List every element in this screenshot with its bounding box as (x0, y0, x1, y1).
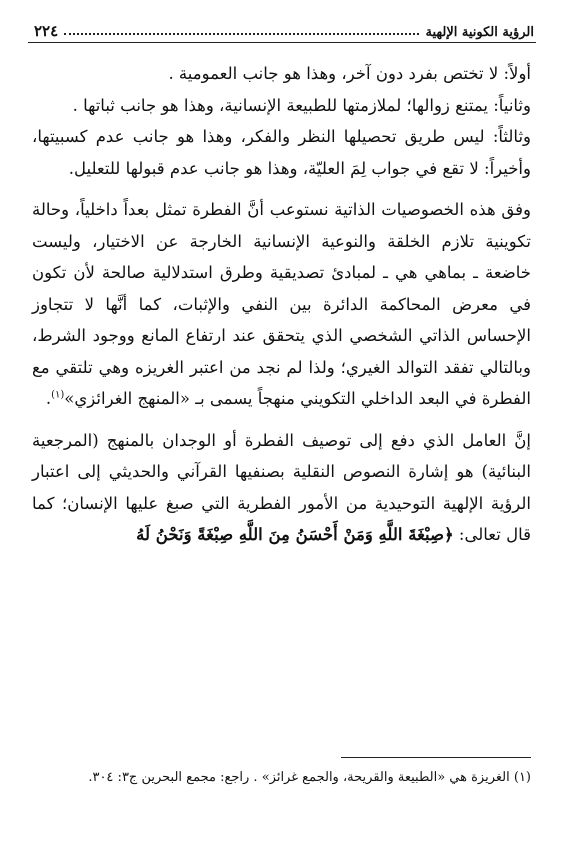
footnote: (١) الغريزة هي «الطبيعة والقريحة، والجمع غرائز» . راجع: مجمع البحرين ج٣: ٣٠٤. (88, 770, 531, 785)
paragraph-method-text: إنَّ العامل الذي دفع إلى توصيف الفطرة أو الوجدان بالمنهج (المرجعية البنائية) هو إشارة النصوص النقلية بصنفيها القرآني والحديثي إلى اعتبار الرؤية الإلهية التوحيدية من الأمور الفطرية التي صبغ عليها الإنسان؛ كما قال تعالى: (32, 430, 531, 544)
paragraph-fitra-characteristics (32, 194, 531, 415)
header-title: الرؤية الكونية الإلهية (425, 25, 534, 40)
body-text (32, 58, 531, 561)
page-number: ٢٢٤ (34, 22, 59, 40)
footnote-reference: (١) (51, 389, 65, 401)
paragraph-third: وثالثاً: ليس طريق تحصيلها النظر والفكر، وهذا هو جانب عدم كسبيتها، وأخيراً: لا تقع في جواب لِمَ العليّة، وهذا هو جانب عدم قبولها للتعليل. (32, 127, 531, 178)
paragraph-second: وثانياً: يمتنع زوالها؛ لملازمتها للطبيعة الإنسانية، وهذا هو جانب ثباتها . (72, 95, 531, 115)
paragraph-fitra-end: . (45, 389, 52, 408)
paragraph-method (32, 425, 531, 551)
paragraph-fitra-text: وفق هذه الخصوصيات الذاتية نستوعب أنَّ الفطرة تمثل بعداً داخلياً، وحالة تكوينية تلازم الخلقة والنوعية الإنسانية الخارجة عن الاختيار، وليست خاضعة ـ بماهي هي ـ لمبادئ تصديقية وطرق استدلالية صالحة لأن تكون في معرض المحاكمة الدائرة بين النفي والإثبات، كما أنَّها لا تتجاوز الإحساس الذاتي الشخصي الذي يتحقق عند ارتفاع المانع ووجود الشرط، وبالتالي تفقد التوالد الغيري؛ ولذا لم نجد من اعتبر الغريزه وهي تلتقي مع الفطرة في البعد الداخلي التكويني منهجاً يسمى بـ «المنهج الغرائزي» (32, 200, 531, 408)
footnote-separator (341, 757, 531, 758)
running-header (28, 14, 536, 40)
header-dot-leader (64, 33, 419, 35)
quran-verse: ﴿صِبْغَةَ اللَّهِ وَمَنْ أَحْسَنُ مِنَ اللَّهِ صِبْغَةً وَنَحْنُ لَهُ (136, 525, 454, 544)
header-rule (28, 42, 536, 43)
paragraph-first: أولاً: لا تختص بفرد دون آخر، وهذا هو جانب العمومية . (168, 64, 531, 83)
